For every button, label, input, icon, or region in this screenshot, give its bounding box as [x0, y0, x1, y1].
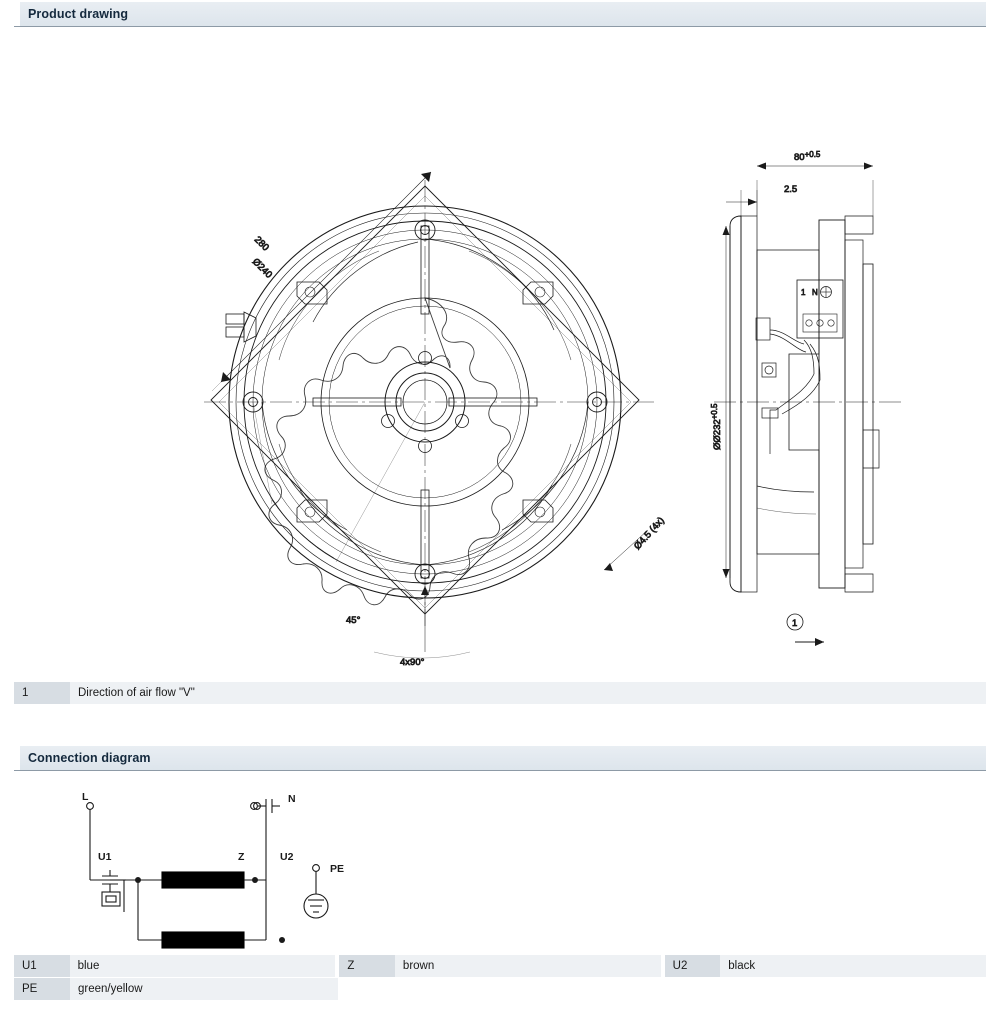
wire-key-u2: U2 [665, 955, 721, 977]
table-row [14, 955, 986, 977]
side-view [710, 150, 904, 646]
dimension-4x90 [374, 586, 470, 658]
airflow-legend-value: Direction of air flow "V" [70, 682, 986, 704]
airflow-legend-key: 1 [14, 682, 70, 704]
front-view [204, 180, 654, 626]
product-drawing-svg [14, 30, 986, 675]
section-title-connection: Connection diagram [28, 751, 151, 765]
wire-value-z: brown [395, 955, 661, 977]
wire-color-legend [14, 955, 986, 1001]
connection-diagram-svg [14, 780, 986, 955]
dim-label-diameter-240: Ø240 [249, 256, 275, 281]
section-header-product-drawing [14, 2, 986, 27]
label-terminal-u1: U1 [98, 851, 112, 863]
wire-value-pe: green/yellow [70, 978, 338, 1000]
label-terminal-n: N [288, 793, 296, 805]
dim-label-280: 280 [251, 234, 271, 254]
wire-key-z: Z [339, 955, 395, 977]
dim-label-232: $ØØ232^{+0.5}$ [710, 403, 723, 450]
dimension-45 [253, 402, 425, 562]
dim-label-80: $80^{+0.5}$ [794, 150, 821, 163]
wire-value-u1: blue [70, 955, 336, 977]
dim-label-45-deg: 45° [346, 615, 361, 626]
dim-label-2-5: 2.5 [784, 184, 798, 195]
dimension-280 [212, 172, 431, 391]
label-terminal-z: Z [238, 851, 245, 863]
wire-key-u1: U1 [14, 955, 70, 977]
connection-diagram-figure [14, 780, 986, 955]
terminal-label-1: 1 [801, 288, 806, 297]
dim-label-hole-diameter: Ø4.5 (4x) [632, 515, 667, 553]
dim-label-4x90: 4x90° [400, 657, 425, 668]
airflow-callout-label: 1 [792, 618, 798, 629]
wire-key-pe: PE [14, 978, 70, 1000]
dimension-80 [757, 163, 873, 217]
airflow-legend-row [14, 682, 986, 704]
label-terminal-pe: PE [330, 863, 345, 875]
section-header-connection-diagram [14, 746, 986, 771]
dimension-2-5 [726, 190, 757, 216]
section-title: Product drawing [28, 7, 129, 21]
label-terminal-l: L [82, 791, 89, 803]
table-row [14, 978, 986, 1000]
label-terminal-u2: U2 [280, 851, 294, 863]
terminal-label-n: N [812, 288, 818, 297]
product-drawing-figure [14, 30, 986, 675]
wire-value-u2: black [720, 955, 986, 977]
